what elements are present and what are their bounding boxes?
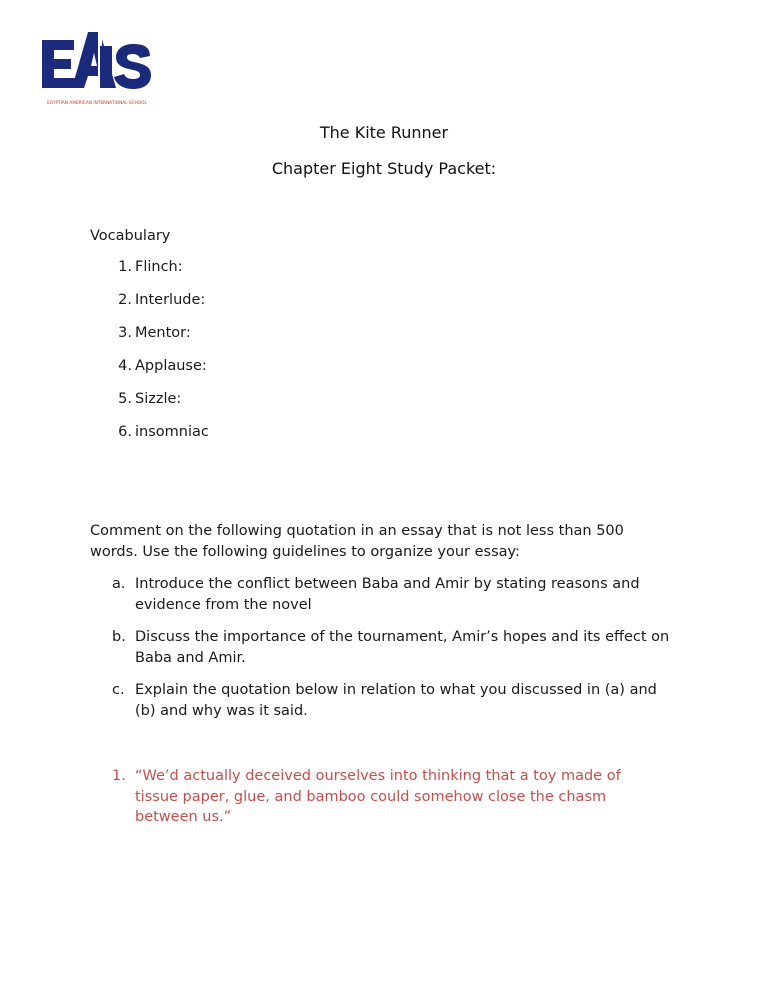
essay-prompt: Comment on the following quotation in an essay that is not less than 500 words. Use the following guidelines to organize your essay:	[90, 523, 624, 560]
item-text: Mentor:	[135, 325, 191, 341]
item-text: Applause:	[135, 358, 207, 374]
item-text: Interlude:	[135, 292, 206, 308]
item-number: 6.	[118, 424, 132, 440]
document-title: The Kite Runner	[319, 123, 449, 142]
guideline-text: Explain the quotation below in relation to what you discussed in (a) and (b) and why was it said.	[135, 682, 657, 719]
item-number: 1.	[118, 259, 132, 275]
guideline-letter: a.	[112, 576, 126, 592]
item-text: Sizzle:	[135, 391, 182, 407]
item-number: 3.	[118, 325, 132, 341]
item-text: Flinch:	[135, 259, 183, 275]
guideline-text: Introduce the conflict between Baba and Amir by stating reasons and evidence from the novel	[135, 576, 640, 613]
guideline-item	[90, 574, 690, 615]
guideline-letter: c.	[112, 682, 125, 698]
quotation-number: 1.	[112, 768, 126, 784]
guideline-item	[90, 680, 690, 721]
guidelines-list	[90, 574, 690, 733]
item-number: 4.	[118, 358, 132, 374]
logo-caption: EGYPTIAN AMERICAN INTERNATIONAL SCHOOL	[47, 100, 147, 105]
item-number: 5.	[118, 391, 132, 407]
guideline-letter: b.	[112, 629, 126, 645]
item-number: 2.	[118, 292, 132, 308]
guideline-item	[90, 627, 690, 668]
item-text: insomniac	[135, 424, 209, 440]
eais-logo-mark	[38, 26, 156, 98]
quotation-list	[90, 766, 690, 828]
quotation-item	[90, 766, 690, 828]
document-subtitle: Chapter Eight Study Packet:	[271, 159, 497, 178]
school-logo	[38, 26, 156, 110]
vocabulary-heading: Vocabulary	[90, 228, 171, 244]
guideline-text: Discuss the importance of the tournament, Amir’s hopes and its effect on Baba and Amir.	[135, 629, 670, 666]
quotation-text: “We’d actually deceived ourselves into thinking that a toy made of tissue paper, glue, and bamboo could somehow close the chasm between us.”	[135, 768, 621, 825]
